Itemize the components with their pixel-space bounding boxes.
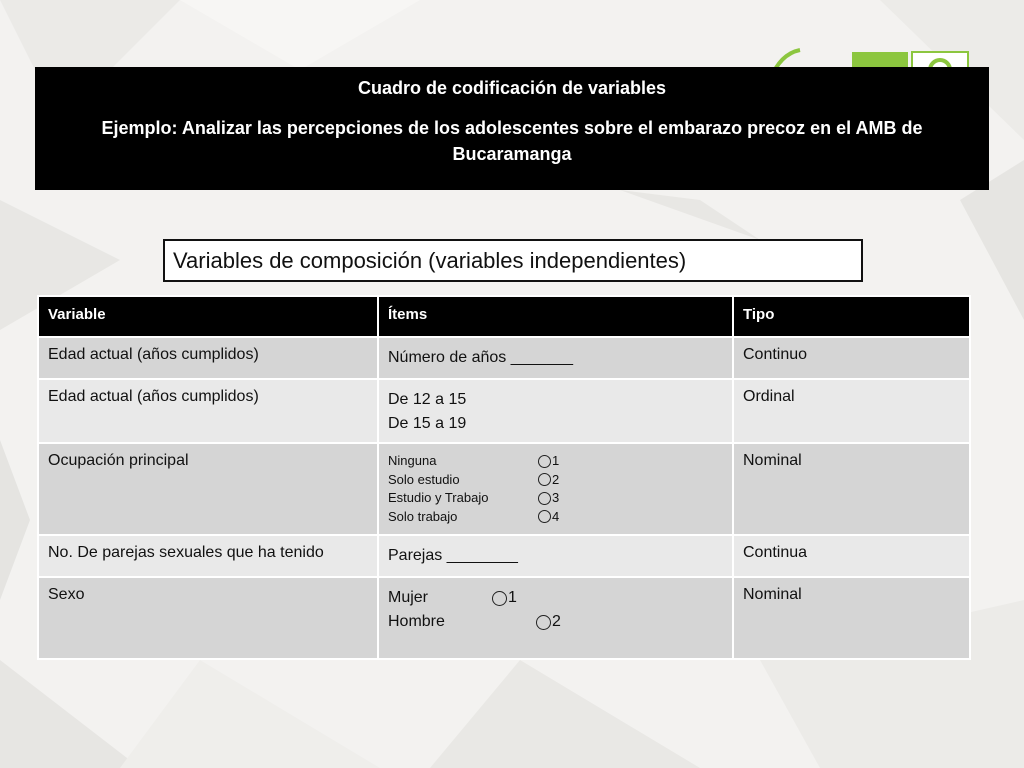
cell-tipo: Continuo [733,337,970,379]
option-label: Hombre [388,613,445,630]
example-text: Ejemplo: Analizar las percepciones de los adolescentes sobre el embarazo precoz en el AMB de Bucaramanga [101,118,923,164]
cell-items [378,337,733,379]
item-text: Parejas ________ [388,547,518,564]
radio-circle-icon[interactable] [538,510,551,523]
item-text: De 15 a 19 [388,415,467,432]
sex-options [388,586,723,634]
cell-tipo: Nominal [733,443,970,535]
option-row [388,508,723,527]
option-code: 2 [552,613,561,630]
option-row [388,471,723,490]
table-header-row [38,296,970,337]
option-row [388,489,723,508]
table-row [38,379,970,443]
option-label: Solo trabajo [388,508,458,524]
header-items: Ítems [378,296,733,337]
header-variable: Variable [38,296,378,337]
cell-variable: Edad actual (años cumplidos) [38,379,378,443]
radio-circle-icon[interactable] [538,492,551,505]
option-label: Solo estudio [388,471,460,487]
cell-variable: Sexo [38,577,378,659]
option-label: Estudio y Trabajo [388,490,489,505]
table-row [38,337,970,379]
cell-variable: Ocupación principal [38,443,378,535]
table-row [38,535,970,577]
option-row [388,452,723,471]
radio-circle-icon[interactable] [538,473,551,486]
cell-items [378,379,733,443]
cell-items [378,577,733,659]
radio-circle-icon[interactable] [492,591,507,606]
radio-circle-icon[interactable] [538,455,551,468]
cell-variable: Edad actual (años cumplidos) [38,337,378,379]
item-text: De 12 a 15 [388,391,467,408]
title: Cuadro de codificación de variables [357,78,667,98]
title-banner [35,67,989,190]
option-code: 1 [552,453,560,468]
cell-tipo: Nominal [733,577,970,659]
option-row [388,610,723,634]
cell-items [378,535,733,577]
option-label: Ninguna [388,453,437,468]
radio-circle-icon[interactable] [536,615,551,630]
occupation-options [388,452,723,526]
item-text: Número de años _______ [388,349,574,366]
cell-tipo: Continua [733,535,970,577]
option-row [388,586,723,610]
option-code: 4 [552,508,560,524]
option-code: 1 [508,589,517,606]
table-row [38,577,970,659]
variables-table [37,295,971,660]
cell-items [378,443,733,535]
cell-tipo: Ordinal [733,379,970,443]
cell-variable: No. De parejas sexuales que ha tenido [38,535,378,577]
section-title: Variables de composición (variables independientes) [163,239,863,282]
option-code: 3 [552,490,560,505]
header-tipo: Tipo [733,296,970,337]
table-row [38,443,970,535]
option-code: 2 [552,471,560,487]
option-label: Mujer [388,589,429,606]
